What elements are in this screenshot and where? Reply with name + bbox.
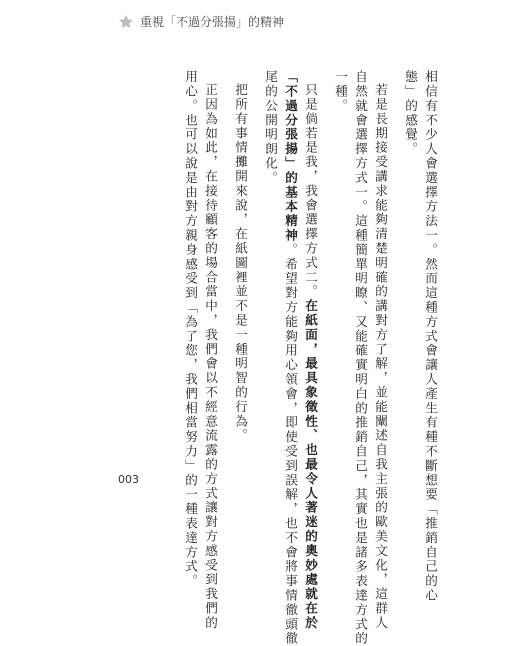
text-column-7 — [280, 70, 300, 646]
running-header — [118, 13, 284, 30]
text-column-9: 把所有事情攤開來說，在紙圖裡並不是一種明智的行為。 — [233, 83, 248, 443]
text-segment: 只是倘若是我，我會選擇方式二。 — [303, 83, 318, 299]
emphasis-text: 「不過分張揚」的基本精神 — [283, 70, 298, 243]
text-column-4: 自然就會選擇方式一。這種簡單明瞭、又能確實明白的推銷自己，其實也是諸多表達方式的 — [353, 70, 368, 646]
text-column-2: 態」的感覺。 — [403, 70, 418, 157]
page-number: 003 — [118, 473, 139, 486]
text-column-3: 若是長期接受講求能夠清楚明確的講對方了解，並能闡述自我主張的歐美文化，這群人 — [373, 83, 388, 631]
vertical-text-body — [140, 70, 440, 646]
text-column-10: 正因為如此，在接待顧客的場合當中，我們會以不經意流露的方式讓對方感受到我們的 — [203, 83, 218, 631]
star-icon — [118, 14, 134, 30]
text-column-5: 一種。 — [333, 70, 348, 114]
text-segment: 。希望對方能夠用心領會，即使受到誤解，也不會將事情徹頭徹 — [283, 242, 298, 646]
header-title: 重視「不過分張揚」的精神 — [140, 15, 285, 29]
text-column-11: 用心。也可以說是由對方親身感受到「為了您，我們相當努力」的一種表達方式。 — [183, 70, 198, 589]
text-column-8: 尾的公開明朗化。 — [263, 70, 278, 186]
text-column-1: 相信有不少人會選擇方法一。然而這種方式會讓人產生有種不斷想要「推銷自己的心 — [423, 70, 438, 603]
text-column-6 — [300, 83, 320, 631]
emphasis-text: 在紙面，最具象徵性、也最令人著迷的奧妙處就在於 — [303, 299, 318, 631]
